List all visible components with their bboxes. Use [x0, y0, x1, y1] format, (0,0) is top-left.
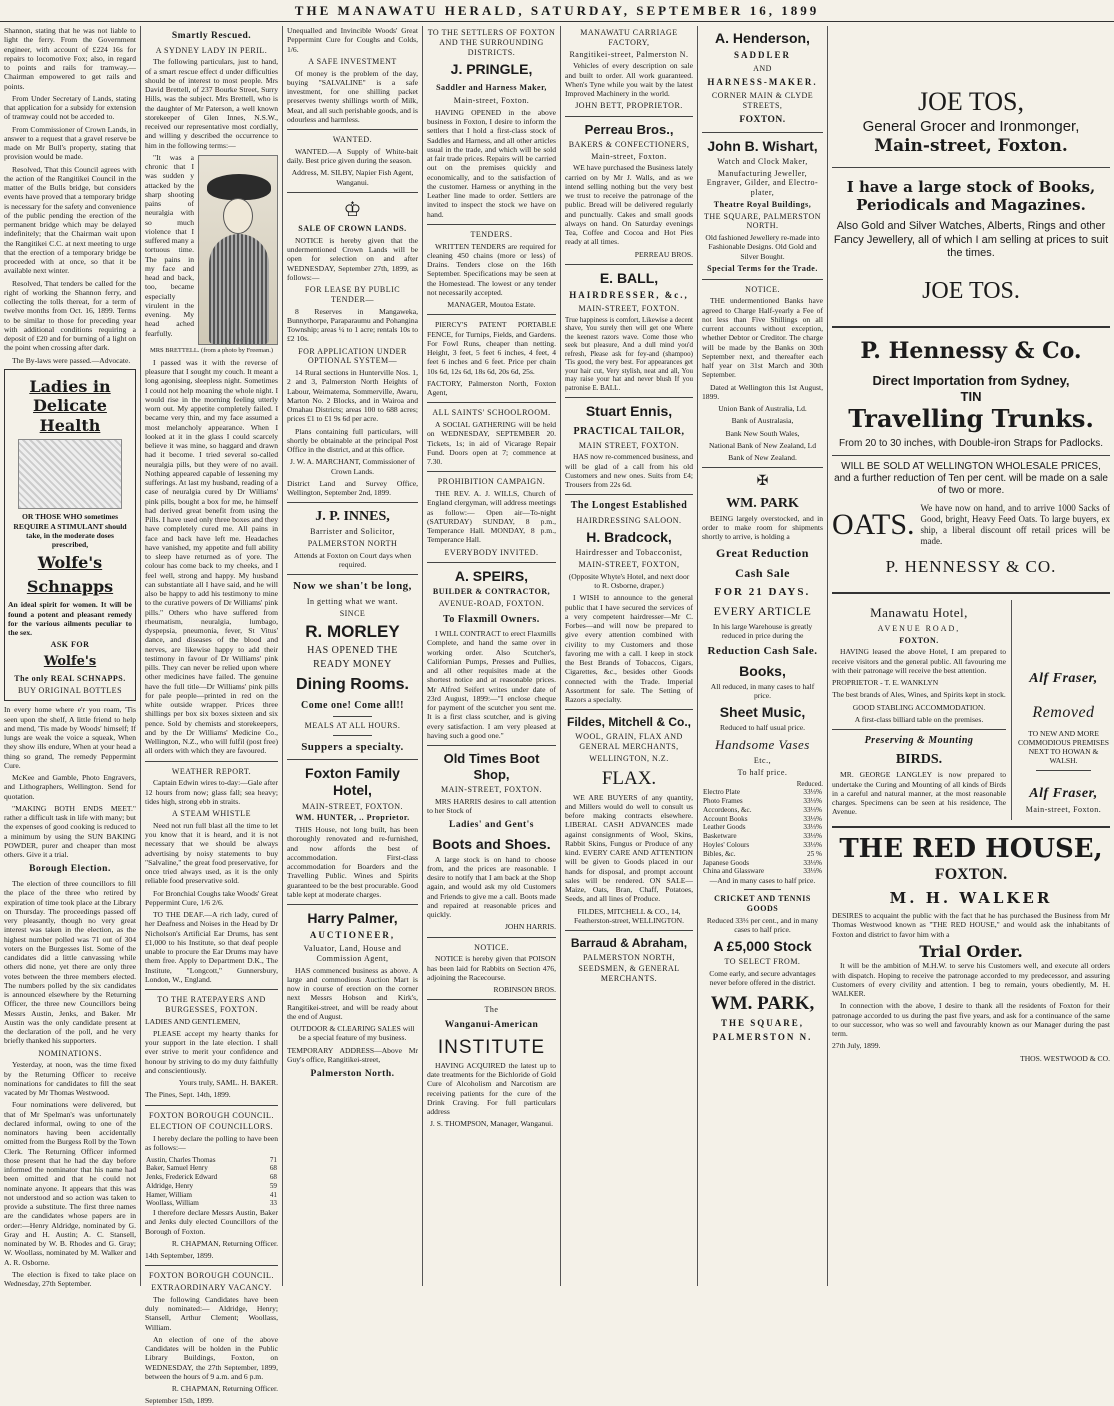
wishart-title: Watch and Clock Maker, [717, 156, 808, 166]
ad-bottles: BUY ORIGINAL BOTTLES [17, 685, 123, 695]
barraud-title: SEEDSMEN, & GENERAL MERCHANTS. [578, 964, 680, 984]
mh-text: HAVING leased the above Hotel, I am prepared to receive visitors and the general public. All favouring me with their patronage will receive the best attention. [832, 647, 1006, 675]
mh-stabling: GOOD STABLING ACCOMMODATION. [852, 702, 986, 712]
henderson-and: AND [753, 64, 772, 74]
column-4 [423, 26, 560, 1288]
institute-the: The [484, 1005, 499, 1015]
table-row: Jenks, Frederick Edward 68 [146, 1173, 277, 1182]
barraud-location: PALMERSTON NORTH, [582, 952, 676, 962]
mh-name: Manawatu Hotel, [870, 605, 968, 620]
henderson-title: SADDLER [733, 50, 791, 61]
bank-name: Bank of New Zealand. [728, 453, 797, 463]
longest-sub: HAIRDRESSING SALOON. [576, 515, 682, 525]
bradcock-opposite: (Opposite Whyte's Hotel, and next door to R. Osborne, draper.) [568, 571, 690, 591]
council-intro: I hereby declare the polling to have been as follows:— [145, 1134, 278, 1153]
table-row: Hoyles' Colours 33⅓% [703, 841, 822, 849]
article-paragraph: I passed was it with the reverse of pleasure that I sought my couch. It meant a long agonising, sleepless night. Sometimes I could not help moaning the whole night. I would rise in the morning feeling utterly worn out. My appetite completely failed. I became very thin, and my face assumed a most melancholy appearance. When I looked at it in the glass I could scarcely believe it was mine, so haggard and drawn had it become. I tried several so-called neuralgia pills, but they were of no avail. Nothing appeared capable of lessening my sufferings. At last my husband, reading of a case of neuralgia cured by Dr Williams' pink pills, bought a box for me, he himself had derived great benefit from using the Pills. I have used only three boxes and they have completely cured me. All pains in face and back have left me. Headaches have vanished, my appetite and full ability to sleep have returned as of yore. The colour has come back to my cheeks, and I feel well, strong and happy. My husband can substantiate all I have said, and he will also be happy to add his testimony to mine to the curative powers of Dr Williams' pink pills." Others who have suffered from rheumatism, neuralgia, lumbago, dyspepsia, pneumonia, fever, St Vitus' dance, and diseases of the blood and nerves, are likewise happy to add their testimony in favour of Dr Williams' pink pills. They can never be relied upon where other medicines have failed. The genuine have the full title—Dr Williams' pink pills for pale people—printed in red on the white outside wrapper. Prices three shillings per box six boxes sixteen and six pence. Sold by chemists and storekeepers, and by the Dr Williams' Medicine Co., Wellington, N.Z., who will fulfil (post free) all orders with which they are favoured. [145, 357, 278, 756]
morley-dining: Dining Rooms. [296, 676, 409, 694]
poem-text: In every home where e'r you roam, 'Tis seen upon the shelf, A little friend to help and mend, 'Tis made by Woods' himself; If lungs are weak the voice a squeak, When they show ills endure, When at your head a thing so grand, The remedy Peppermint Cure. [4, 705, 136, 770]
boot-text: MRS HARRIS desires to call attention to her Stock of [427, 796, 556, 815]
council-heading: FOXTON BOROUGH COUNCIL. [149, 1110, 274, 1120]
wanted-text: WANTED.—A Supply of White-bait daily. Best price given during the season. [287, 146, 418, 165]
council-sub: ELECTION OF COUNCILLORS. [149, 1122, 274, 1132]
table-row: Leather Goods 33⅓% [703, 823, 822, 832]
red-house-name: THE RED HOUSE, [839, 833, 1103, 864]
palmer-address: TEMPORARY ADDRESS—Above Mr Guy's office, Rangitikei-street, [287, 1045, 418, 1064]
tos-name-2: JOE TOS. [922, 277, 1020, 304]
fraser-removed: Removed [1032, 704, 1095, 722]
speirs-title: BUILDER & CONTRACTOR, [432, 587, 551, 597]
ball-location: MAIN-STREET, FOXTON. [578, 303, 680, 313]
investment-text: Of money is the problem of the day, buying "SALVALINE" is a safe investment, for one shilling packet preserves twenty shillings worth of Milk, Meat, and all such perishable goods, and is odourless and harmless. [287, 68, 418, 124]
hennessy-from: From 20 to 30 inches, with Double-iron Straps for Padlocks. [838, 437, 1103, 449]
column-3 [283, 26, 422, 1288]
bank-notice-heading: NOTICE. [745, 284, 780, 294]
tenders-heading: TENDERS. [470, 229, 513, 239]
bank-notice-text: THE undermentioned Banks have agreed to Charge Half-yearly a Fee of not less than Five Shillings on all current accounts without exception, whether Debtor or Creditor. The charge will be made by the Banks on 30th September next, and thereafter each half year on 31st March and 30th September. [702, 296, 823, 380]
council-date: 14th September, 1899. [145, 1251, 214, 1261]
park-cash: Cash Sale [735, 565, 790, 580]
ratepayers-date: The Pines, Sept. 14th, 1899. [145, 1090, 231, 1100]
bradcock-text: I WISH to announce to the general public that I have secured the services of a very competent hairdresser—Mr C. Forbes—and will now be prepared to give every attention combined with civility to my Customers and those favoring me with a call. I keep in stock the Best Brands of Tobaccos, Cigars, Cigarettes, &c., besides other Goods connected with the Trade. Imperial Assortment for sale. The Setting of Razors a specialty. [565, 593, 693, 705]
ball-poem: True happiness is comfort, Likewise a decent shave, You surely then will get one Where the keenest razors wave. Come those who seek but pleasure, And a dull mind you'd refresh, Please ask for fey-and (shampoo) 'Tis good, the very best. For appearances get your hair cut, Very stylish, neat and all, You may raise your hat and never blush If you patronise E. BALL. [565, 315, 693, 392]
table-row: Hamer, William 41 [146, 1190, 277, 1199]
hennessy-tin: TIN [960, 388, 982, 404]
fildes-title: WOOL, GRAIN, FLAX AND GENERAL MERCHANTS, [575, 732, 683, 751]
fildes-location: WELLINGTON, N.Z. [589, 753, 669, 763]
morley-meals: MEALS AT ALL HOURS. [304, 721, 401, 731]
park2-name: WM. PARK, [710, 992, 815, 1014]
tos-title: General Grocer and Ironmonger, [862, 117, 1080, 135]
boot-location: MAIN-STREET, FOXTON. [440, 784, 543, 794]
vacancy-text-2: An election of one of the above Candidates will be holden in the Public Library Buildings, Foxton, on WEDNESDAY, the 27th September, 1899, between the hours of 9 a.m. and 6 p.m. [145, 1334, 278, 1381]
mh-road: AVENUE ROAD, [877, 623, 961, 633]
red-house-text: DESIRES to acquaint the public with the fact that he has purchased the Business from Mr Thomas Westwood known as "THE RED HOUSE," and would ask the inhabitants of Foxton and district to favor him with a [832, 911, 1110, 939]
mh-billiard: A first-class billiard table on the premises. [854, 714, 984, 724]
speirs-text: I WILL CONTRACT to erect Flaxmills Complete, and hand the same over in working order. Also Scutcher's, Californian Pumps, Presses and Pullies, and all other requisites made at the shortest notice and at reasonable prices. Mr Alfred Seifert writes under date of 23rd August, 1899:—"I enclose cheque for payment of the scutcher you sent me. It is a first class scutcher, and is giving every satisfaction. I am very pleased at having such a good one." [427, 629, 556, 740]
article-paragraph: Yesterday, at noon, was the time fixed by the Returning Officer to receive nominations for candidates to fill the seat vacated by Mr Thomas Westwood. [4, 1060, 136, 1098]
column-1 [0, 26, 140, 1288]
pringle-location: Main-street, Foxton. [453, 96, 530, 106]
hotel-name: Foxton Family Hotel, [305, 765, 400, 799]
carriage-location: Rangitikei-street, Palmerston N. [569, 49, 689, 59]
fraser-name: Alf Fraser, [1029, 671, 1098, 686]
park-every: EVERY ARTICLE [713, 603, 812, 618]
table-row: Austin, Charles Thomas 71 [146, 1155, 277, 1164]
reduced-heading: Reduced. [796, 779, 823, 788]
institute-sign: J. S. THOMPSON, Manager, Wanganui. [429, 1119, 554, 1129]
morley-name: R. MORLEY [305, 622, 400, 642]
boot-text-2: A large stock is on hand to choose from, and the prices are reasonable. I desire to notify that I am back at the Shop again, and would ask my old Customers and Friends to give me a call. Boots made and repaired at reasonable prices and quickly. [427, 854, 556, 920]
ad-only-real: The only REAL SCHNAPPS. [14, 673, 126, 683]
park-great: Great Reduction [716, 546, 809, 561]
tos-location: Main-street, Foxton. [874, 136, 1068, 157]
ennis-title: PRACTICAL TAILOR, [573, 425, 685, 437]
article-paragraph: The election is fixed to take place on Wednesday, 27th September. [4, 1269, 136, 1289]
wishart-buildings: Theatre Royal Buildings, [713, 199, 812, 209]
palmer-outdoor: OUTDOOR & CLEARING SALES will be a special feature of my business. [290, 1024, 415, 1043]
palmer-sub: Valuator, Land, House and Commission Agent, [303, 944, 402, 963]
innes-name: J. P. INNES, [315, 509, 390, 525]
boot-sign: JOHN HARRIS. [504, 922, 556, 932]
prohibition-invited: EVERYBODY INVITED. [444, 547, 539, 557]
ad-brand-wolfes: Wolfe's [37, 553, 103, 573]
morley-come: Come one! Come all!! [300, 700, 405, 711]
red-house-town: FOXTON. [934, 866, 1008, 884]
morley-ready: READY MONEY [313, 659, 392, 671]
henderson-name: A. Henderson, [715, 30, 810, 46]
ratepayers-text: PLEASE accept my hearty thanks for your support in the late election. I shall ever strive to merit your confidence and honour by striving to do my duty faithfully and conscientiously. [145, 1028, 278, 1075]
carriage-heading: MANAWATU CARRIAGE FACTORY, [580, 28, 678, 47]
ratepayers-sign: Yours truly, SAML. H. BAKER. [178, 1078, 278, 1087]
wishart-sub: Manufacturing Jeweller, Engraver, Gilder, and Electro-plater, [706, 168, 819, 198]
application-heading: FOR APPLICATION UNDER OPTIONAL SYSTEM— [298, 346, 407, 366]
cricket-heading: CRICKET AND TENNIS GOODS [714, 894, 811, 914]
morley-sub: In getting what we want. [306, 596, 399, 606]
portrait-caption: MRS BRETTELL. (from a photo by Freeman.) [149, 346, 274, 354]
carriage-sign: JOHN BETT, PROPRIETOR. [575, 101, 683, 111]
institute-text: HAVING ACQUIRED the latest up to date treatments for the Bichloride of Gold Cure of Alcoholism and Narcotism are receiving patients for the cure of the Drink Craving. For full particulars address [427, 1060, 556, 1117]
table-row: China and Glassware 33⅓% [703, 867, 822, 876]
table-row: Baker, Samuel Henry 68 [146, 1164, 277, 1173]
stock-sub: TO SELECT FROM. [724, 957, 801, 967]
park-vases: Handsome Vases [715, 737, 810, 753]
morley-has: HAS OPENED THE [307, 645, 398, 657]
perreau-title: BAKERS & CONFECTIONERS, [568, 139, 690, 149]
school-heading: ALL SAINTS' SCHOOLROOM. [432, 408, 551, 418]
birds-text: MR. GEORGE LANGLEY is now prepared to undertake the Curing and Mounting of all kinds of Birds in a careful and natural manner, at the most reasonable charges. Specimens can be seen at his residence, The Avenue. [832, 770, 1006, 817]
article-paragraph: Shannon, stating that he was not liable to light the ferry. From the Government engineer, with account of £224 16s for repairs to locomotive Fox; also, in regard to points and rails for tramway.—Chairman empowered to get rails and points. [4, 26, 136, 91]
park2-location: THE SQUARE, [720, 1017, 804, 1028]
bradcock-name: H. Bradcock, [586, 529, 672, 546]
crown-lands-heading: SALE OF CROWN LANDS. [298, 224, 407, 234]
hotel-proprietor: WM. HUNTER, .. Proprietor. [295, 813, 410, 823]
table-row: Aldridge, Henry 59 [146, 1181, 277, 1190]
mh-town: FOXTON. [899, 635, 939, 645]
henderson-location: CORNER MAIN & CLYDE STREETS, [711, 90, 814, 110]
morley-since: SINCE [339, 608, 366, 618]
hotel-text: THIS House, not long built, has been thoroughly renovated and re-furnished, and now affords the best of accommodation. First-class accommodation for Boarders and the Travelling Public. Wines and Spirits guaranteed to be the best procurable. Good table kept at moderate charges. [287, 825, 418, 899]
bank-name: Union Bank of Australia, Ld. [718, 404, 807, 414]
park-many: —And in many cases to half price. [709, 876, 816, 886]
table-row: Accordeons, &c. 33⅓% [703, 805, 822, 814]
wanted-address: Address, M. SILBY, Napier Fish Agent, Wanganui. [291, 168, 414, 187]
boot-ladies: Ladies' and Gent's [448, 820, 535, 831]
table-row: Account Books 33⅓% [703, 814, 822, 823]
lease-heading: FOR LEASE BY PUBLIC TENDER— [304, 285, 401, 304]
notice-heading: NOTICE. [474, 942, 509, 952]
hotel-location: MAIN-STREET, FOXTON. [301, 801, 404, 811]
speirs-location: AVENUE-ROAD, FOXTON. [438, 599, 545, 609]
notice-text: NOTICE is hereby given that POISON has been laid for Rabbits on Section 476, adjoining the Racecourse. [427, 954, 556, 982]
ratepayers-heading: TO THE RATEPAYERS AND BURGESSES, FOXTON. [157, 995, 266, 1014]
prohibition-text: THE REV. A. J. WILLS, Church of England clergyman, will address meetings as follow:— Open air—To-night (SATURDAY) SUNDAY, 8 p.m., Temperance Hall. MONDAY, 8 p.m., Temperance Hall. [427, 489, 556, 545]
crest-icon: ✠ [756, 474, 769, 490]
steam-heading: A STEAM WHISTLE [172, 809, 251, 818]
article-paragraph: Resolved, That this Council agrees with the action of the Rangitikei Council in the matter of the Bulls bridge, but considers events have proved that a temporary bridge is necessary for the safety and convenience of the public pending the erection of the permanent bridge which may be delayed indefinitely; that the Chairman wait upon the Rangitikei C.C. at next meeting to urge that the erection of a temporary bridge be proceeded with at once, so that it be available next winter. [4, 164, 136, 276]
palmer-title: AUCTIONEER, [309, 930, 396, 941]
prohibition-heading: PROHIBITION CAMPAIGN. [437, 477, 546, 487]
ennis-text: HAS now re-commenced business, and will be glad of a call from his old Customers and new ones. Suits from £4; Trousers from 22s 6d. [565, 452, 693, 490]
fildes-flax: FLAX. [601, 768, 657, 790]
bradcock-location: MAIN-STREET, FOXTON, [578, 560, 680, 570]
article-paragraph: The By-laws were passed.—Advocate. [12, 355, 131, 365]
article-paragraph: The election of three councillors to fill the place of the three who retired by expiration of time took place at the Library on Thursday. The proceedings passed off very pleasantly, though no very great interest was taken in the election, as the highest number polled was 71 out of 304 voters on the Burgesses list. Some of the candidates did a little canvassing while others did none, yet there are only three votes between the three members elected. The numbers polled by the six candidates is announced elsewhere by the Returning Officer, the three new Councillors being Messrs Austin, Jenks, and Baker. Mr Austin was the only candidate present at the declaration of the poll, and he very briefly thanked his supporters. [4, 879, 136, 1046]
ad-ladies-heading: Ladies in Delicate Health [29, 376, 111, 435]
park-reduction: Reduction Cash Sale. [707, 645, 818, 658]
masthead [0, 0, 1114, 22]
tos-gold: Also Gold and Silver Watches, Alberts, Rings and other Fancy Jewellery, all of which I am selling at prices to suit the times. [833, 220, 1109, 260]
steam-text: Need not run full blast all the time to let you know that it is heard, and it is not necessary that we should be always advertising by noisy statements to buy "Salvaline," the great food preservative, for once tried always used, as it is the only reliable food preservative sold. [145, 820, 278, 886]
hennessy-trunks: Travelling Trunks. [848, 404, 1094, 434]
mh-ales: The best brands of Ales, Wines, and Spirits kept in stock. [832, 690, 1006, 700]
park-music-2: Reduced to half usual price. [720, 723, 805, 733]
ad-description: An ideal spirit for women. It will be found a potent and pleasant remedy for the various ailments peculiar to the sex. [8, 600, 132, 638]
cricket-text: Reduced 33⅓ per cent., and in many cases to half price. [706, 915, 819, 935]
bank-name: National Bank of New Zealand, Ld [708, 440, 817, 450]
wanted-heading: WANTED. [332, 135, 373, 144]
perreau-location: Main-street, Foxton. [591, 151, 667, 161]
birds-heading: Preserving & Mounting [864, 735, 974, 747]
park-for: FOR 21 DAYS. [714, 585, 811, 598]
red-house-sign: THOS. WESTWOOD & CO. [1020, 1053, 1110, 1063]
ball-name: E. BALL, [599, 269, 659, 286]
notice-sign: ROBINSON BROS. [493, 985, 556, 995]
crown-lands-text: NOTICE is hereby given that the undermentioned Crown Lands will be open for selection on and after WEDNESDAY, September 27th, 1899, as follows:— [287, 235, 418, 282]
pringle-name: J. PRINGLE, [450, 61, 533, 78]
hennessy-sold: WILL BE SOLD AT WELLINGTON WHOLESALE PRICES, and a further reduction of Ten per cent. will be made on a sale of two or more. [834, 460, 1108, 497]
ad-ask-for: ASK FOR [50, 640, 90, 650]
park-name: WM. PARK [726, 495, 799, 511]
weather-heading: WEATHER REPORT. [171, 766, 252, 776]
schnapps-ad [4, 369, 136, 702]
manawatu-hotel-ad [832, 600, 1012, 820]
hennessy-import: Direct Importation from Sydney, [872, 372, 1070, 388]
nominations-heading: NOMINATIONS. [38, 1048, 102, 1058]
barraud-name: Barraud & Abraham, [570, 936, 688, 951]
birds-title: BIRDS. [895, 752, 943, 768]
ennis-name: Stuart Ennis, [585, 403, 673, 420]
oats-text: We have now on hand, and to arrive 1000 Sacks of Good, bright, Heavy Feed Oats. To large buyers, ex ship, a liberal discount off retail prices will be made. [920, 503, 1110, 547]
red-house-trial: Trial Order. [919, 941, 1023, 961]
henderson-town: FOXTON. [739, 115, 786, 126]
vacancy-date: September 15th, 1899. [145, 1396, 214, 1406]
henderson-harness: HARNESS-MAKER. [707, 76, 818, 87]
settlers-heading: TO THE SETTLERS OF FOXTON AND THE SURROUNDING DISTRICTS. [427, 28, 556, 57]
vacancy-sign: R. CHAPMAN, Returning Officer. [171, 1384, 278, 1394]
perreau-sign: PERREAU BROS. [634, 249, 693, 259]
table-row: Japanese Goods 33⅓% [703, 858, 822, 867]
peppermint-text: Unequalled and Invincible Woods' Great Peppermint Cure for Coughs and Colds, 1/6. [287, 26, 418, 54]
wishart-name: John B. Wishart, [707, 137, 818, 154]
ad-brand-schnapps: Schnapps [26, 576, 114, 596]
smartly-rescued-heading: Smartly Rescued. [171, 31, 252, 41]
mckee-notice: McKee and Gamble, Photo Engravers, and Lithographers, Wellington. Send for quotation. [4, 773, 136, 801]
borough-election-heading: Borough Election. [29, 864, 111, 875]
institute-heading: Wanganui-American [444, 1020, 539, 1031]
portrait-illustration [198, 155, 278, 345]
school-text: A SOCIAL GATHERING will be held on WEDNESDAY, SEPTEMBER 20. Tickets, 1s; in aid of Vicarage Repair Fund. Doors open at 7; commence at 7.30. [427, 420, 556, 467]
tos-name: JOE TOS, [918, 87, 1024, 116]
speirs-name: A. SPEIRS, [454, 568, 529, 585]
park-every-2: In his large Warehouse is greatly reduced in price during the [712, 621, 813, 640]
fildes-text: WE ARE BUYERS of any quantity, and Millers would do well to consult us before making contracts elsewhere. LIBERAL CASH ADVANCES made against consignments of Wool, Skins, Rabbit Skins, Fungus or Produce of any kind. EVERY CARE AND ATTENTION will be given to Goods placed in our hands for disposal, and prompt account sales will be rendered. ON SALE—Maize, Oats, Bran, Chaff, Potatoes, Seeds, and all lines of Produce. [565, 792, 693, 904]
application-text: 14 Rural sections in Hunterville Nos. 1, 2 and 3, Palmerston North Heights of Labour, Weimatema, Sommerville, Awaru, Marton No. 2 Blocks, and in Wairoa and Omahau Districts; areas 100 to 688 acres; prices £1 to £1 9s 6d per acre. [287, 368, 418, 424]
oats-heading: OATS. [832, 508, 915, 542]
article-paragraph: "It was a chronic that I was sudden y attacked by the sharp shooting pains of neuralgia with so much violence that I suffered many a tortuous time. The pains in my face and head and back, too, became especially virulent in the evening. My head ached fearfully. [145, 152, 194, 338]
wishart-location: THE SQUARE, PALMERSTON NORTH. [703, 211, 821, 231]
hennessy-name-2: P. HENNESSY & CO. [885, 557, 1057, 577]
ball-title: HAIRDRESSER, &c., [569, 289, 689, 300]
morley-suppers: Suppers a specialty. [301, 740, 404, 753]
piercy-factory: FACTORY, Palmerston North, Foxton Agent, [427, 378, 556, 398]
stock-text: Come early, and secure advantages never before offered in the district. [709, 969, 816, 988]
boot-heading: Old Times Boot Shop, [443, 751, 540, 782]
crest-icon: ♔ [343, 198, 362, 221]
table-row: Bibles, &c. 25 % [703, 849, 822, 858]
red-house-text-3: In connection with the above, I desire to thank all the residents of Foxton for their patronage accorded to us during the past five years, and ask for a continuance of the same to our successor, who was so well and favourably known as our Manager during the past term. [832, 1001, 1110, 1039]
deaf-text: TO THE DEAF.—A rich lady, cured of her Deafness and Noises in the Head by Dr Nicholson's Artificial Ear Drums, has sent £1,000 to his Institute, so that deaf people unable to procure the Ear Drums may have them free. Apply to Department D.K., The Institute, "Longcott," Gunnersbury, London, W., England. [145, 910, 278, 984]
park-music: Sheet Music, [719, 704, 806, 721]
tenders-sign: MANAGER, Moutoa Estate. [447, 300, 536, 310]
red-house-text-2: It will be the ambition of M.H.W. to serve his Customers well, and execute all orders with dispatch. Hoping to receive the patronage accorded to my predecessor, and assuring Customers of every civility and attention. I beg to remain, yours obediently, M. H. WALKER. [832, 961, 1110, 999]
wishart-terms: Special Terms for the Trade. [707, 263, 818, 273]
red-house-date: 27th July, 1899. [832, 1041, 881, 1051]
bank-name: Bank of Australasia, [731, 416, 794, 426]
article-paragraph: From Commissioner of Crown Lands, in answer to a request that a gravel reserve be made on Mr Bull's property, stating that provision would be made. [4, 124, 136, 162]
bronchial-text: For Bronchial Coughs take Woods' Great Peppermint Cure, 1/6 2/6. [145, 888, 278, 907]
hennessy-name: P. Hennessy & Co. [860, 337, 1082, 364]
bank-notice-date: Dated at Wellington this 1st August, 1899. [702, 382, 823, 401]
boot-boots: Boots and Shoes. [432, 835, 551, 852]
bank-name: Bank New South Wales, [725, 428, 800, 438]
institute-big: INSTITUTE [437, 1036, 546, 1058]
perreau-text: WE have purchased the Business lately carried on by Mr J. Walls, and as we intend selling nothing but the very best we trust to receive the patronage of the public. Bread will be delivered regularly and punctually. Cakes and small goods always on hand. On Saturday evenings Tea, Coffee and Cocoa and Hot Pies ready at all times. [565, 163, 693, 247]
pringle-text: HAVING OPENED in the above business in Foxton, I desire to inform the settlers that I hold a first-class stock of Saddles and Harness, and all other articles usual in the trade, and which will be sold at fair trade prices. Repairs will be carried out on the premises quickly and economically, and to the satisfaction of the customer. Harness or anything in the Leather line made to order. Settlers are invited to inspect the stock we have on hand. [427, 107, 556, 219]
reduced-table [702, 788, 823, 876]
longest-heading: The Longest Established [570, 500, 688, 512]
article-paragraph: From Under Secretary of Lands, stating that application for a subsidy for extension of tramway could not be acceded to. [4, 93, 136, 122]
palmer-town: Palmerston North. [310, 1069, 395, 1080]
park-half: To half price. [737, 768, 788, 778]
park2-town: PALMERSTON N. [712, 1031, 813, 1042]
making-ends-notice: "MAKING BOTH ENDS MEET." rather a difficult task in life with many; but the expenses of good cooking is reduced to a minimum by using the SUN BAKING POWDER, purer and cheaper than most others. Give it a trial. [4, 803, 136, 860]
mh-proprietor: PROPRIETOR - T. E. WANKLYN [832, 678, 939, 688]
article-paragraph: The following particulars, just to hand, of a smart rescue effect d under difficulties should be of interest to most people. Mrs David Brettell, of 237 Bourke Street, Surry Hills, was the subject. Mrs Brettell, who is the daughter of Mr Paterson, a well known storekeeper of Glen Innes, N.S.W., received our representative most cordially, and willing y described the occurrence to him in the following terms:— [145, 57, 278, 150]
crown-date: District Land and Survey Office, Wellington, September 2nd, 1899. [287, 478, 418, 498]
council-decl: I therefore declare Messrs Austin, Baker and Jenks duly elected Councillors of the Borough of Foxton. [145, 1208, 278, 1236]
fraser-location: Main-street, Foxton. [1025, 804, 1102, 814]
poll-table [145, 1156, 278, 1209]
table-row: Basketware 33⅓% [703, 832, 822, 841]
smartly-rescued-sub: A SYDNEY LADY IN PERIL. [155, 45, 268, 55]
innes-location: PALMERSTON NORTH [307, 539, 398, 549]
council-sign: R. CHAPMAN, Returning Officer. [171, 1238, 278, 1248]
table-row: Woollass, William 33 [146, 1199, 277, 1208]
innes-text: Attends at Foxton on Court days when required. [293, 550, 412, 570]
park-text: BEING largely overstocked, and in order to make room for shipments shortly to arrive, is holding a [702, 513, 823, 542]
fraser-to: TO NEW AND MORE COMMODIOUS PREMISES NEXT TO HOWAN & WALSH. [1018, 728, 1109, 766]
article-paragraph: Four nominations were delivered, but that of Mr Spelman's was unfortunately declared informal, owing to one of the nominators having been accidentally omitted from the Burgess Roll by the Town Clerk. The Returning Officer informed those present that he had the day before informed the nominator that his name had been omitted and that he could not nominate anyone. It appears that this was not understood and so action was taken to provide a substitute. The first three names are the candidates whose papers are in order:—Henry Aldridge, nominated by G. Gray and H. Austin; A. C. Stansell, nominated by W. B. Rhodes and G. Gray; W. Woollass, nominated by M. Walker and A. R. Osborne. [4, 1100, 136, 1267]
ad-brand-wolfes-2: Wolfe's [43, 654, 97, 670]
crown-sign: J. W. A. MARCHANT, Commissioner of Crown Lands. [290, 457, 415, 476]
park-books-2: All reduced, in many cases to half price. [710, 681, 815, 700]
column-5 [561, 26, 697, 1288]
fildes-name: Fildes, Mitchell & Co., [566, 715, 691, 730]
innes-title: Barrister and Solicitor, [310, 527, 395, 537]
ratepayers-salutation: LADIES AND GENTLEMEN, [145, 1016, 241, 1026]
tenders-text: WRITTEN TENDERS are required for cleaning 450 chains (more or less) of Drains. Tenders close on the 16th September. Specifications may be seen at the Homestead. The lowest or any tender not necessarily accepted. [427, 241, 556, 297]
vacancy-heading: FOXTON BOROUGH COUNCIL. [149, 1271, 274, 1281]
fraser-ad [1012, 600, 1110, 820]
stock-heading: A £5,000 Stock [713, 938, 812, 955]
article-paragraph: Resolved, That tenders be called for the right of working the Shannon ferry, and collecting the tolls thereat, for a term of twelve months from Oct. 16, 1899. Terms to be similar to those for preceding year with additional conditions requiring a deposit of £20 and for burning of a light on the point when crossing after dark. [4, 278, 136, 353]
vacancy-sub: EXTRAORDINARY VACANCY. [151, 1283, 272, 1293]
palmer-name: Harry Palmer, [307, 910, 398, 926]
table-row: Electro Plate 33⅓% [703, 788, 822, 797]
perreau-name: Perreau Bros., [584, 122, 674, 137]
column-2 [141, 26, 282, 1406]
palmer-text: HAS commenced business as above. A large and commodious Auction Mart is now in course of erection on the corner next Messrs Hobson and Kirk's, Rangitikei-street, and will be ready about the end of August. [287, 965, 418, 1021]
carriage-text: Vehicles of every description on sale and built to order. All work guaranteed. When's Tyne while you wait by the latest Improved Machinery in the world. [565, 61, 693, 98]
morley-lead: Now we shan't be long, [293, 580, 412, 593]
lease-text: 8 Reserves in Mangaweka, Bunnythorpe, Paraparaumu and Pohangina Township; areas ¼ to 1 acre; rentals 10s to £2 10s. [287, 306, 418, 344]
ad-illustration [18, 439, 122, 509]
ad-or-text: OR THOSE WHO sometimes REQUIRE A STIMULANT should take, in the moderate doses prescribed, [13, 512, 127, 550]
table-row: Photo Frames 33⅓% [703, 797, 822, 806]
wishart-gold: Old fashioned Jewellery re-made into Fashionable Designs. Old Gold and Silver Bought. [705, 233, 820, 261]
park-books: Books, [739, 662, 786, 679]
park-etc: Etc., [753, 756, 772, 766]
column-6 [698, 26, 827, 1288]
fraser-name-2: Alf Fraser, [1029, 785, 1098, 801]
pringle-title: Saddler and Harness Maker, [436, 83, 547, 93]
column-7 [828, 26, 1114, 1288]
plans-text: Plans containing full particulars, will shortly be obtainable at the principal Post Office in the district, and at this office. [287, 426, 418, 455]
weather-text: Captain Edwin wires to-day:—Gale after 12 hours from now; glass fall; sea heavy; tides high, strong ebb in straits. [145, 778, 278, 806]
masthead-title: THE MANAWATU HERALD, SATURDAY, SEPTEMBER 16, 1899 [294, 3, 820, 18]
bradcock-title: Hairdresser and Tobacconist, [575, 548, 683, 558]
oats-block [832, 503, 1110, 547]
speirs-heading: To Flaxmill Owners. [443, 613, 540, 625]
vacancy-text: The following Candidates have been duly nominated:— Aldridge, Henry; Stansell, Arthur Clement; Woollass, William. [145, 1294, 278, 1332]
investment-heading: A SAFE INVESTMENT [308, 56, 397, 66]
ennis-location: MAIN STREET, FOXTON. [578, 440, 680, 450]
fildes-sign: FILDES, MITCHELL & CO., 14, Featherston-street, WELLINGTON. [573, 906, 684, 925]
red-house-walker: M. H. WALKER [889, 888, 1053, 907]
piercy-text: PIERCY'S PATENT PORTABLE FENCE, for Turnips, Fields, and Gardens. For Fowl Runs, cheaper than netting. Height, 3 feet, 5 feet 6 inches, 4 feet, 4 feet 6 inches and 6 feet. Price per chain 10s 6d, 12s 6d, 18s 6d, 20s 6d, 25s. [427, 320, 556, 376]
tos-books: I have a large stock of Books, Periodicals and Magazines. [846, 177, 1096, 215]
